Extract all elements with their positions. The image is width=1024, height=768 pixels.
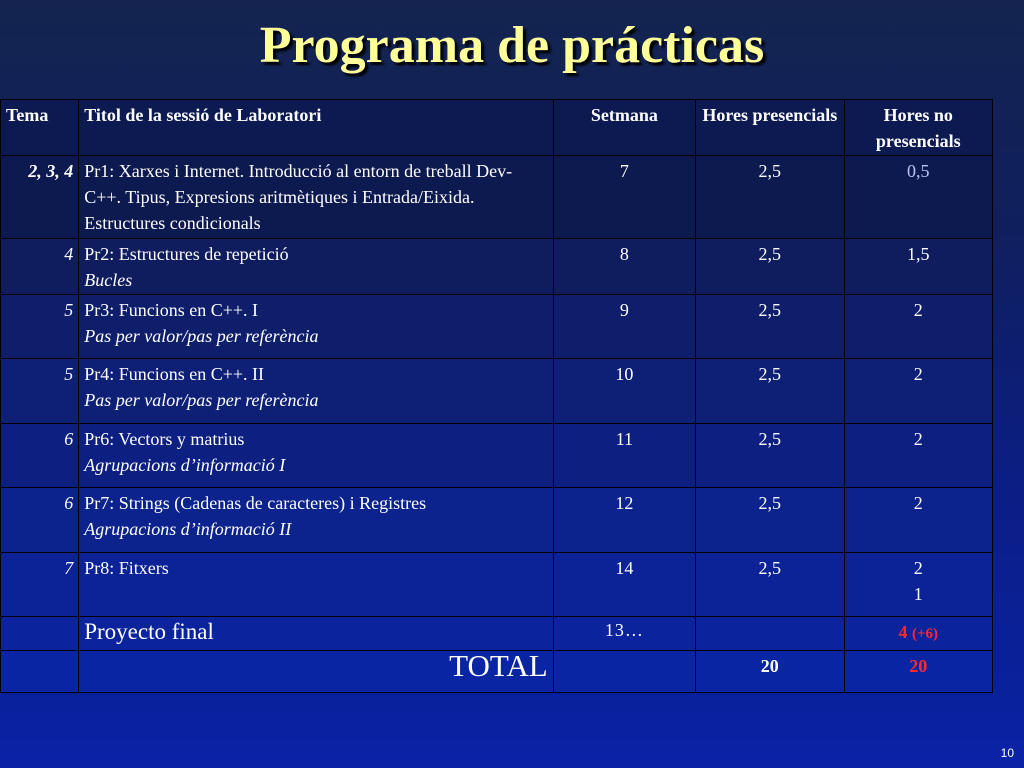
row-hores-presencials: 2,5 bbox=[696, 553, 844, 617]
row-hores-no-presencials-cell bbox=[844, 553, 992, 617]
proyecto-hnp-main: 4 bbox=[898, 622, 908, 642]
row-setmana: 9 bbox=[553, 295, 695, 359]
row-subtitol: Pas per valor/pas per referència bbox=[84, 326, 319, 346]
row-hores-presencials: 2,5 bbox=[696, 424, 844, 488]
proyecto-tema bbox=[1, 617, 79, 651]
slide-title: Programa de prácticas bbox=[259, 17, 765, 74]
proyecto-hores-no-presencials bbox=[844, 617, 992, 651]
row-tema: 7 bbox=[1, 553, 79, 617]
row-hores-no-presencials: 2 bbox=[844, 295, 992, 359]
proyecto-setmana-value: 13… bbox=[604, 620, 644, 640]
row-setmana: 7 bbox=[553, 156, 695, 239]
total-hores-no-presencials: 20 bbox=[844, 651, 992, 693]
row-hores-no-presencials: 0,5 bbox=[844, 156, 992, 239]
proyecto-hores-presencials bbox=[696, 617, 844, 651]
row-tema: 5 bbox=[1, 295, 79, 359]
total-setmana bbox=[553, 651, 695, 693]
header-hores-presencials: Hores presencials bbox=[696, 100, 844, 156]
row-titol-cell bbox=[79, 359, 553, 424]
row-hores-no-presencials: 1,5 bbox=[844, 239, 992, 295]
row-subtitol: Agrupacions d’informació II bbox=[84, 519, 292, 539]
row-setmana: 8 bbox=[553, 239, 695, 295]
table-row bbox=[1, 488, 993, 553]
table-header-row bbox=[1, 100, 993, 156]
row-titol-cell bbox=[79, 488, 553, 553]
row-subtitol: Agrupacions d’informació I bbox=[84, 455, 286, 475]
proyecto-hnp-extra: (+6) bbox=[911, 626, 939, 642]
row-tema: 2, 3, 4 bbox=[1, 156, 79, 239]
row-titol: Pr3: Funcions en C++. I bbox=[84, 300, 259, 320]
row-setmana: 14 bbox=[553, 553, 695, 617]
total-hores-presencials: 20 bbox=[696, 651, 844, 693]
total-row bbox=[1, 651, 993, 693]
row-titol: Pr8: Fitxers bbox=[79, 553, 553, 617]
page-number: 10 bbox=[1000, 746, 1014, 760]
row-titol: Pr2: Estructures de repetició bbox=[84, 244, 289, 264]
total-label: TOTAL bbox=[79, 651, 553, 693]
row-hores-presencials: 2,5 bbox=[696, 488, 844, 553]
row-tema: 4 bbox=[1, 239, 79, 295]
row-titol: Pr4: Funcions en C++. II bbox=[84, 364, 265, 384]
row-titol-cell bbox=[79, 295, 553, 359]
row-hores-no-presencials: 2 bbox=[844, 424, 992, 488]
row-titol: Pr7: Strings (Cadenas de caracteres) i Registres bbox=[84, 493, 427, 513]
table-row bbox=[1, 239, 993, 295]
row-tema: 6 bbox=[1, 488, 79, 553]
row-hores-presencials: 2,5 bbox=[696, 239, 844, 295]
row-subtitol: Pas per valor/pas per referència bbox=[84, 390, 319, 410]
row-hores-presencials: 2,5 bbox=[696, 295, 844, 359]
row-hores-presencials: 2,5 bbox=[696, 156, 844, 239]
table-row bbox=[1, 359, 993, 424]
row-hores-presencials: 2,5 bbox=[696, 359, 844, 424]
row-setmana: 11 bbox=[553, 424, 695, 488]
row-titol: Pr1: Xarxes i Internet. Introducció al entorn de treball Dev-C++. Tipus, Expresions aritmètiques i Entrada/Eixida. Estructures condicionals bbox=[79, 156, 553, 239]
table-row bbox=[1, 553, 993, 617]
total-tema bbox=[1, 651, 79, 693]
row-titol-cell bbox=[79, 239, 553, 295]
row-subtitol: Bucles bbox=[84, 270, 133, 290]
row-hores-no-presencials: 2 bbox=[844, 359, 992, 424]
table-row bbox=[1, 424, 993, 488]
row-setmana: 10 bbox=[553, 359, 695, 424]
proyecto-row bbox=[1, 617, 993, 651]
row-setmana: 12 bbox=[553, 488, 695, 553]
proyecto-setmana bbox=[553, 617, 695, 651]
table-row bbox=[1, 156, 993, 239]
header-hores-no-presencials: Hores no presencials bbox=[844, 100, 992, 156]
row-hores-no-presencials: 2 bbox=[913, 558, 923, 578]
row-titol: Pr6: Vectors y matrius bbox=[84, 429, 245, 449]
practicas-table bbox=[0, 99, 993, 693]
proyecto-titol: Proyecto final bbox=[79, 617, 553, 651]
row-tema: 5 bbox=[1, 359, 79, 424]
header-titol: Titol de la sessió de Laboratori bbox=[79, 100, 553, 156]
row-hores-no-presencials-extra: 1 bbox=[913, 584, 923, 604]
header-tema: Tema bbox=[1, 100, 79, 156]
row-hores-no-presencials: 2 bbox=[844, 488, 992, 553]
table-row bbox=[1, 295, 993, 359]
row-tema: 6 bbox=[1, 424, 79, 488]
header-setmana: Setmana bbox=[553, 100, 695, 156]
row-titol-cell bbox=[79, 424, 553, 488]
